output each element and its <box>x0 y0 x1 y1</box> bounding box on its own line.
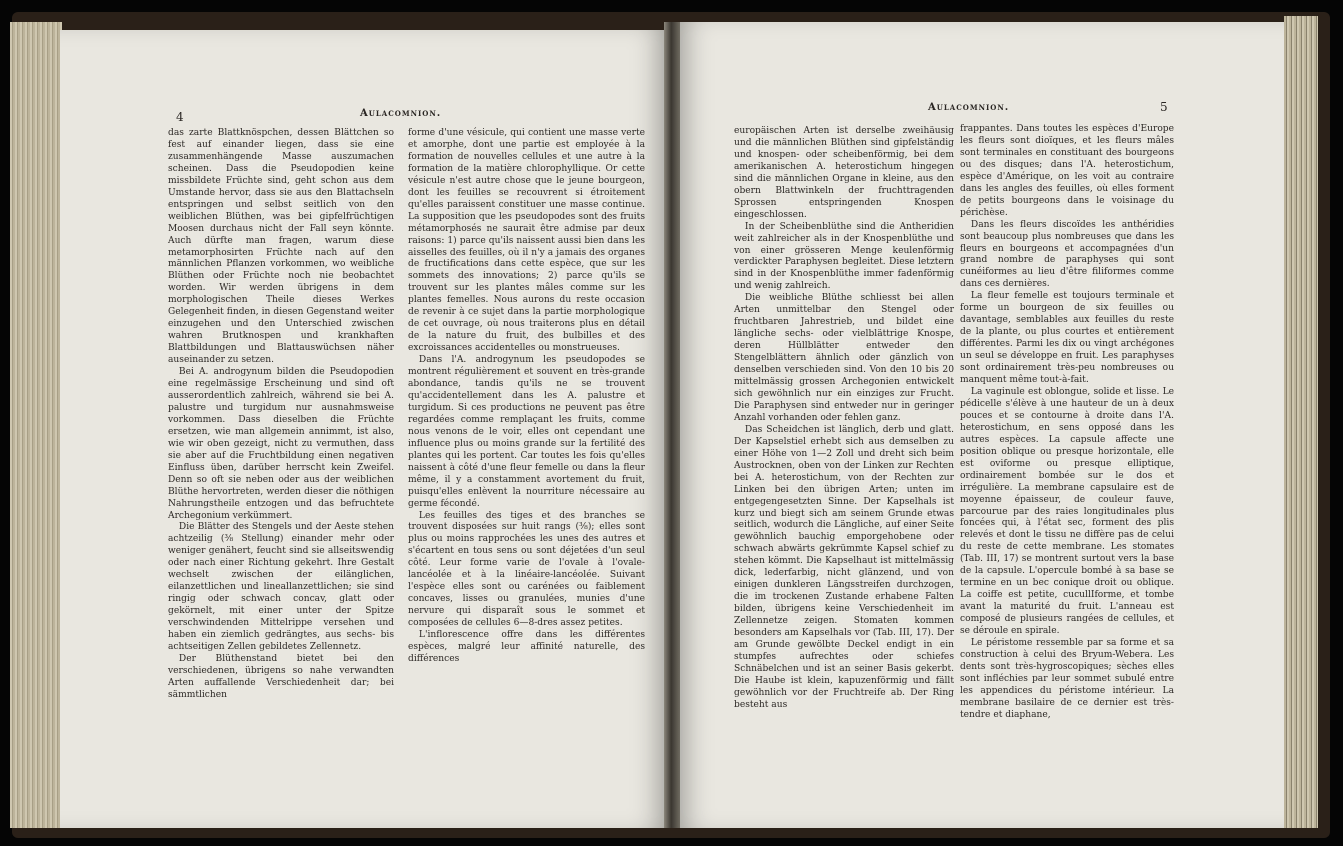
paragraph: La fleur femelle est toujours terminale et forme un bourgeon de six feuilles ou davantage, semblables aux feuilles du reste de la plante, ou plus courtes et entièrement différentes. Parmi les dix ou vingt archégones un seul se développe en fruit. Les paraphyses sont ordinairement très-peu nombreuses ou manquent même tout-à-fait. <box>960 291 1174 386</box>
running-head: Aulacomnion. <box>928 102 1010 113</box>
paragraph: Dans les fleurs discoïdes les anthéridies sont beaucoup plus nombreuses que dans les fleurs en bourgeons et accompagnées d'un grand nombre de paraphyses qui sont cunéiformes au lieu d'être filiformes comme dans ces dernières. <box>960 219 1174 290</box>
paragraph: Dans l'A. androgynum les pseudopodes se montrent régulièrement et souvent en très-grande abondance, tandis qu'ils ne se trouvent qu'accidentellement dans les A. palustre et turgidum. Si ces productions ne peuvent pas être regardées comme remplaçant les fruits, comme nous venons de le voir, elles ont cependant une influence plus ou moins grande sur la fertilité des plantes qui les portent. Car toutes les fois qu'elles naissent à côté d'une fleur femelle ou dans la fleur même, il y a constamment avortement du fruit, puisqu'elles enlèvent la nourriture nécessaire au germe fécondé. <box>408 355 645 509</box>
paragraph: das zarte Blattknöspchen, dessen Blättchen so fest auf einander liegen, dass sie eine zusammenhängende Masse auszumachen scheinen. Dass die Pseudopodien keine missbildete Früchte sind, geht schon aus dem Umstande hervor, dass sie aus den Blattachseln entspringen und selbst seitlich von den weiblichen Blüthen, was bei gipfelfrüchtigen Moosen durchaus nicht der Fall seyn könnte. Auch dürfte man fragen, warum diese metamorphosirten Früchte nach auf den männlichen Pflanzen vorkommen, wo weibliche Blüthen oder Früchte noch nie beobachtet worden. Wir werden übrigens in dem morphologischen Theile dieses Werkes Gelegenheit finden, in diesen Gegenstand weiter einzugehen und den Unterschied zwischen wahren Brutknospen und krankhaften Blattbildungen und Blattauswüchsen näher auseinander zu setzen. <box>168 128 394 366</box>
paragraph: Die Blätter des Stengels und der Aeste stehen achtzeilig (⅜ Stellung) einander mehr oder weniger genähert, feucht sind sie allseitswendig oder nach einer Richtung gekehrt. Ihre Gestalt wechselt zwischen der eilänglichen, eilanzettlichen und lineallanzettlichen; sie sind ringig oder schwach concav, glatt oder gekörnelt, mit einer unter der Spitze verschwindenden Mittelrippe versehen und haben ein ziemlich gedrängtes, aus sechs- bis achtseitigen Zellen gebildetes Zellennetz. <box>168 522 394 652</box>
left-page <box>60 30 668 828</box>
paragraph: frappantes. Dans toutes les espèces d'Europe les fleurs sont dioïques, et les fleurs mâles sont terminales en constituant des bourgeons ou des disques; dans l'A. heterostichum, espèce d'Amérique, on les voit au contraire dans les angles des feuilles, où elles forment de petits bourgeons dans le voisinage du périchèse. <box>960 124 1174 218</box>
paragraph: Die weibliche Blüthe schliesst bei allen Arten unmittelbar den Stengel oder fruchtbaren Jahrestrieb, und bildet eine längliche sechs- oder vielblättrige Knospe, deren Hüllblätter entweder den Stengelblättern ähnlich oder gänzlich von denselben verschieden sind. Von den 10 bis 20 mittelmässig grossen Archegonien entwickelt sich gewöhnlich nur ein einziges zur Frucht. Die Paraphysen sind entweder nur in geringer Anzahl vorhanden oder fehlen ganz. <box>734 293 954 423</box>
paragraph: forme d'une vésicule, qui contient une masse verte et amorphe, dont une partie est employée à la formation de nouvelles cellules et une autre à la formation de la matière chlorophyllique. Or cette vésicule n'est autre chose que le jeune bourgeon, dont les feuilles se recouvrent si étroitement qu'elles paraissent constituer une masse continue. La supposition que les pseudopodes sont des fruits métamorphosés ne saurait être admise par deux raisons: 1) parce qu'ils naissent aussi bien dans les aisselles des feuilles, où il n'y a jamais des organes de fructifications dans cette espèce, que sur les sommets des innovations; 2) parce qu'ils se trouvent sur les plantes mâles comme sur les plantes femelles. Nous aurons du reste occasion de revenir à ce sujet dans la partie morphologique de cet ouvrage, où nous traiterons plus en détail de la nature du fruit, des bulbilles et des excroissances accidentelles ou monstrueuses. <box>408 128 645 354</box>
page-number: 5 <box>1160 100 1168 114</box>
paragraph: Das Scheidchen ist länglich, derb und glatt. Der Kapselstiel erhebt sich aus demselben zu einer Höhe von 1—2 Zoll und dreht sich beim Austrocknen, oben von der Linken zur Rechten bei A. heterostichum, von der Rechten zur Linken bei den übrigen Arten; unten im entgegengesetzten Sinne. Der Kapselhals ist kurz und biegt sich am seinem Grunde etwas seitlich, wodurch die Längliche, auf einer Seite gewöhnlich bauchig emporgehobene oder schwach abwärts gekrümmte Kapsel schief zu stehen kömmt. Die Kapselhaut ist mittelmässig dick, lederfarbig, nicht glänzend, und von einigen dunkleren Längsstreifen durchzogen, die im trockenen Zustande erhabene Falten bilden, übrigens keine Verschiedenheit im Zellennetze zeigen. Stomaten kommen besonders am Kapselhals vor (Tab. III, 17). Der am Grunde gewölbte Deckel endigt in ein stumpfes aufrechtes oder schiefes Schnäbelchen und ist an seiner Basis gekerbt. Die Haube ist klein, kapuzenförmig und fällt gewöhnlich vor der Fruchtreife ab. Der Ring besteht aus <box>734 424 954 710</box>
paragraph: Der Blüthenstand bietet bei den verschiedenen, übrigens so nahe verwandten Arten auffallende Verschiedenheit dar; bei sämmtlichen <box>168 653 394 700</box>
paragraph: Bei A. androgynum bilden die Pseudopodien eine regelmässige Erscheinung und sind oft ausserordentlich zahlreich, während sie bei A. palustre und turgidum nur ausnahmsweise vorkommen. Dass dieselben die Früchte ersetzen, wie man allgemein annimmt, ist also, wie wir oben gezeigt, nicht zu vermuthen, dass sie aber auf die Fruchtbildung einen negativen Einfluss üben, darüber herrscht kein Zweifel. Denn so oft sie neben oder aus der weiblichen Blüthe hervortreten, werden dieser die nöthigen Nahrungstheile entzogen und das befruchtete Archegonium verkümmert. <box>168 367 394 521</box>
page-edges-right <box>1284 16 1318 828</box>
page-number: 4 <box>176 110 184 124</box>
paragraph: In der Scheibenblüthe sind die Antheridien weit zahlreicher als in der Knospenblüthe und von einer grösseren Menge keulenförmig verdickter Paraphysen begleitet. Diese letztern sind in der Knospenblüthe immer fadenförmig und wenig zahlreich. <box>734 221 954 292</box>
running-head: Aulacomnion. <box>360 108 442 119</box>
right-page <box>676 22 1284 828</box>
book-gutter <box>664 22 680 828</box>
paragraph: L'inflorescence offre dans les différentes espèces, malgré leur affinité naturelle, des différences <box>408 630 645 664</box>
german-column <box>734 126 954 712</box>
paragraph: La vaginule est oblongue, solide et lisse. Le pédicelle s'élève à une hauteur de un à deux pouces et se contourne à droite dans l'A. heterostichum, en sens opposé dans les autres espèces. La capsule affecte une position oblique ou presque horizontale, elle est oviforme ou presque elliptique, ordinairement bombée sur le dos et irrégulière. La membrane capsulaire est de moyenne épaisseur, de couleur fauve, parcourue par des raies longitudinales plus foncées qui, à l'état sec, forment des plis relevés et dont le tissu ne diffère pas de celui du reste de cette membrane. Les stomates (Tab. III, 17) se montrent surtout vers la base de la capsule. L'opercule bombé à sa base se termine en un bec conique droit ou oblique. La coiffe est petite, cucullIforme, et tombe avant la maturité du fruit. L'anneau est composé de plusieurs rangées de cellules, et se déroule en spirale. <box>960 386 1174 637</box>
paragraph: europäischen Arten ist derselbe zweihäusig und die männlichen Blüthen sind gipfelständig und knospen- oder scheibenförmig, bei dem amerikanischen A. heterostichum hingegen sind die männlichen Organe in kleine, aus den obern Blattwinkeln der fruchttragenden Sprossen entspringenden Knospen eingeschlossen. <box>734 126 954 220</box>
french-column <box>408 128 645 666</box>
french-column <box>960 124 1174 722</box>
paragraph: Le péristome ressemble par sa forme et sa construction à celui des Bryum-Webera. Les dents sont très-hygroscopiques; sèches elles sont infléchies par leur sommet subulé entre les appendices du péristome intérieur. La membrane basilaire de ce dernier est très-tendre et diaphane, <box>960 637 1174 720</box>
german-column <box>168 128 394 702</box>
page-edges-left <box>10 22 62 828</box>
paragraph: Les feuilles des tiges et des branches se trouvent disposées sur huit rangs (⅜); elles sont plus ou moins rapprochées les unes des autres et s'écartent en tous sens ou sont déjetées d'un seul côté. Leur forme varie de l'ovale à l'ovale-lancéolée et à la linéaire-lancéolée. Suivant l'espèce elles sont ou carénées ou faiblement concaves, lisses ou granulées, munies d'une nervure qui disparaît sous le sommet et composées de cellules 6—8-dres assez petites. <box>408 510 645 629</box>
